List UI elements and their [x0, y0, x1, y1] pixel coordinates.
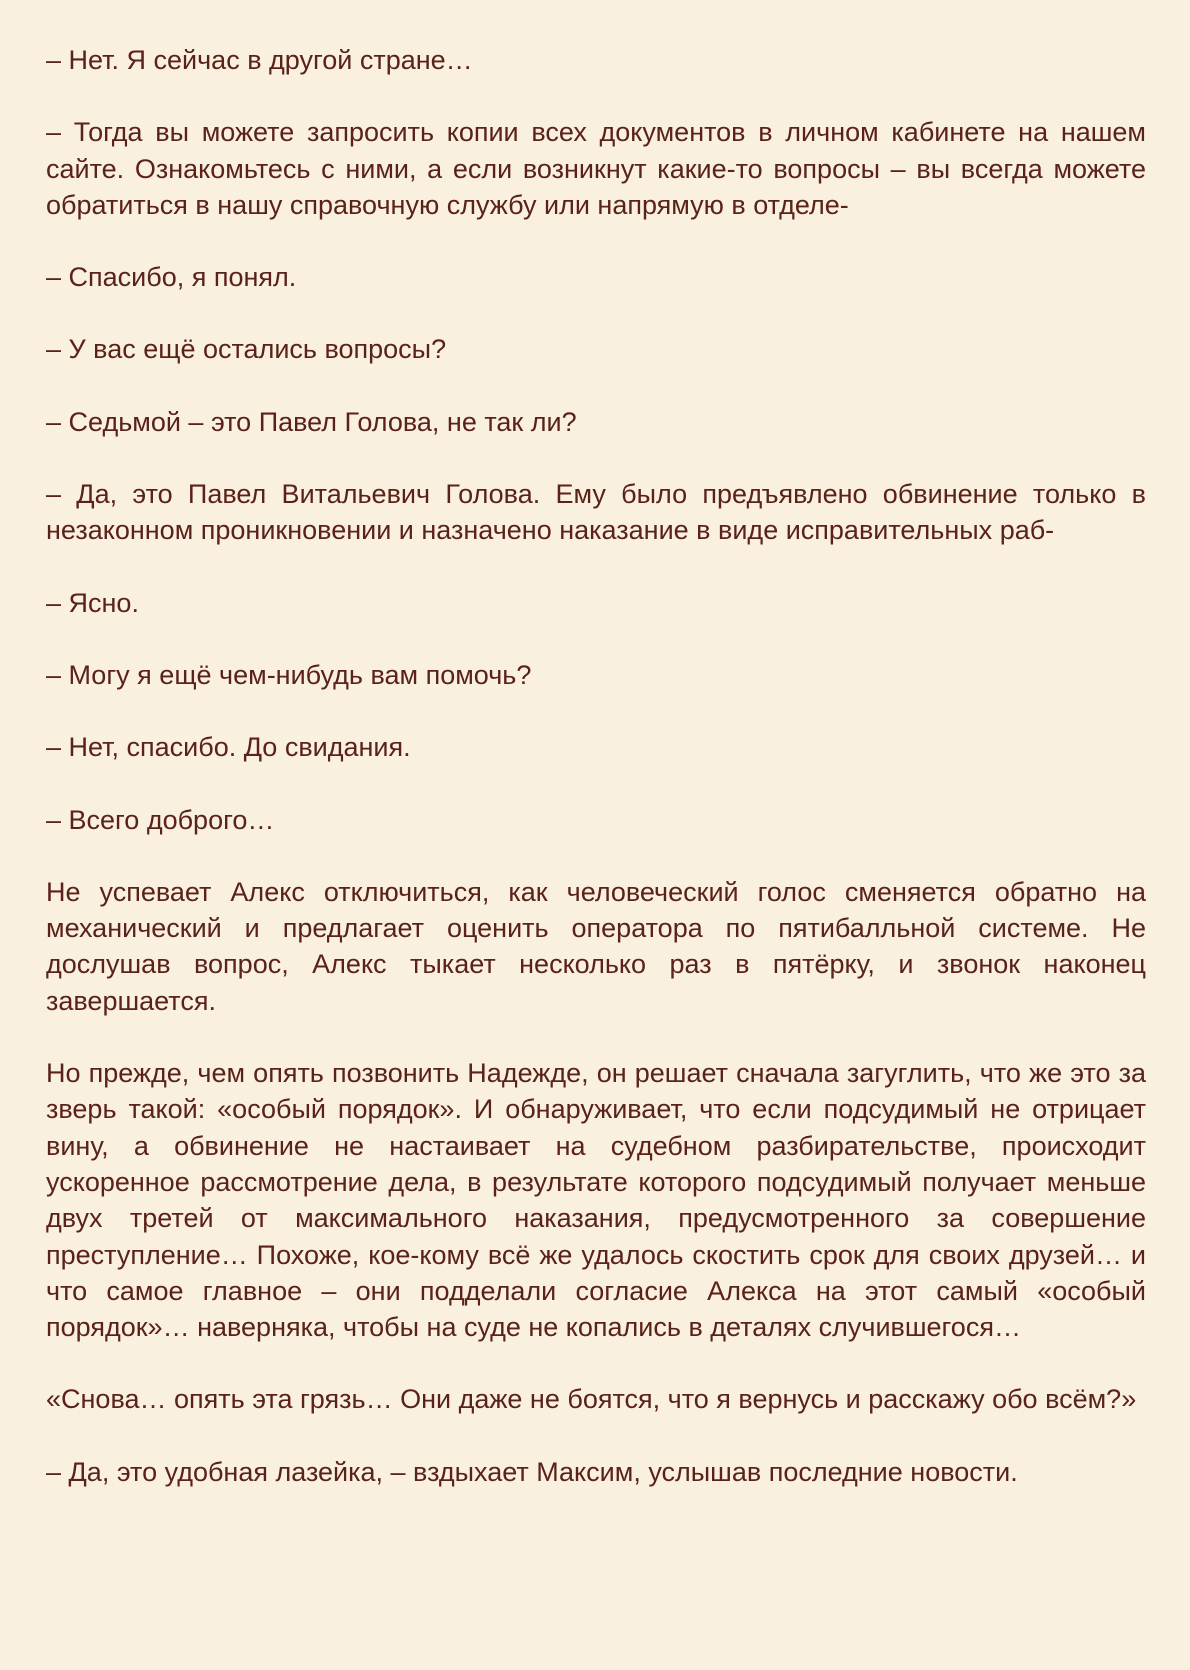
paragraph-5: – Седьмой – это Павел Голова, не так ли?: [46, 406, 577, 437]
paragraph-6: – Да, это Павел Витальевич Голова. Ему было предъявлено обвинение только в незаконном проникновении и назначено наказание в виде исправительных раб-: [46, 479, 1146, 546]
paragraph-12: Но прежде, чем опять позвонить Надежде, он решает сначала загуглить, что же это за зверь такой: «особый порядок». И обнаруживает, что если подсудимый не отрицает вину, а обвинение не настаивает на судебном разбирательстве, происходит ускоренное рассмотрение дела, в результате которого подсудимый получает меньше двух третей от максимального наказания, предусмотренного за совершение преступление… Похоже, кое-кому всё же удалось скостить срок для своих друзей… и что самое главное – они подделали согласие Алекса на этот самый «особый порядок»… наверняка, чтобы на суде не копались в деталях случившегося…: [46, 1058, 1146, 1343]
paragraph-2: – Тогда вы можете запросить копии всех документов в личном кабинете на нашем сайте. Ознакомьтесь с ними, а если возникнут какие-то вопросы – вы всегда можете обратиться в нашу справочную службу или напрямую в отделе-: [46, 117, 1146, 220]
paragraph-1: – Нет. Я сейчас в другой стране…: [46, 45, 473, 75]
paragraph-7: – Ясно.: [46, 587, 139, 618]
paragraph-11: Не успевает Алекс отключиться, как человеческий голос сменяется обратно на механический и предлагает оценить оператора по пятибалльной системе. Не дослушав вопрос, Алекс тыкает несколько раз в пятёрку, и звонок наконец завершается.: [46, 876, 1146, 1016]
paragraph-4: – У вас ещё остались вопросы?: [46, 334, 447, 365]
paragraph-8: – Могу я ещё чем-нибудь вам помочь?: [46, 659, 532, 690]
paragraph-14: – Да, это удобная лазейка, – вздыхает Максим, услышав последние новости.: [46, 1456, 1018, 1487]
paragraph-13: «Снова… опять эта грязь… Они даже не боятся, что я вернусь и расскажу обо всём?»: [46, 1384, 1137, 1415]
paragraph-3: – Спасибо, я понял.: [46, 262, 297, 293]
document-page: [46, 42, 1146, 1490]
paragraph-10: – Всего доброго…: [46, 804, 275, 835]
paragraph-9: – Нет, спасибо. До свидания.: [46, 732, 411, 763]
